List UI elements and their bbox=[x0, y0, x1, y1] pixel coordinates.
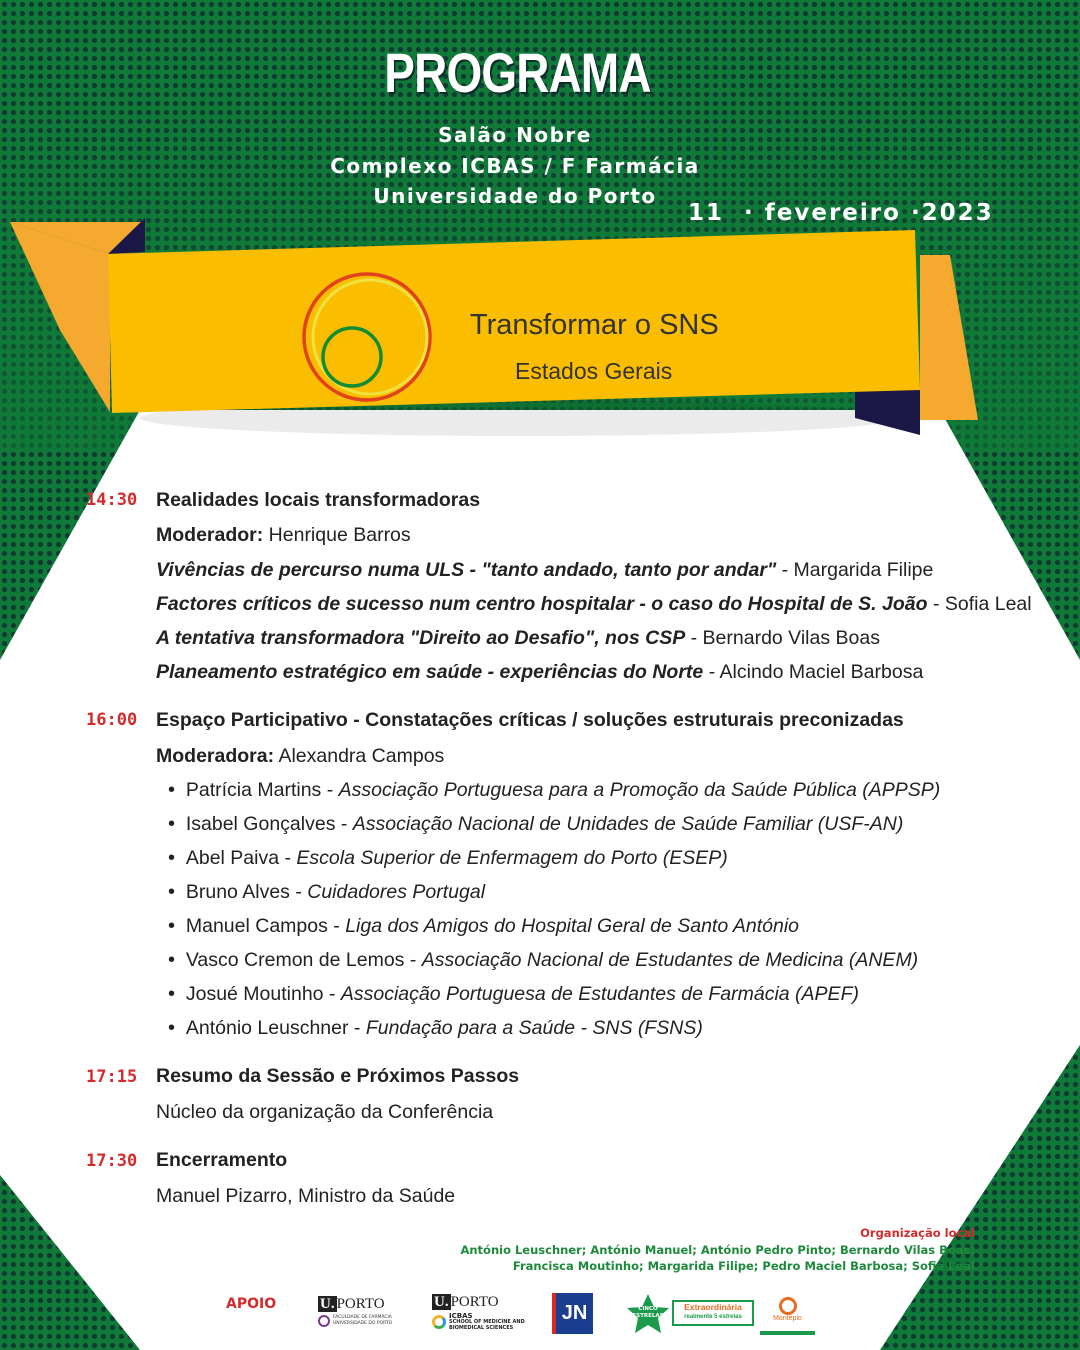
talk-speaker: - Sofia Leal bbox=[927, 593, 1032, 615]
participant-name: Josué Moutinho - bbox=[185, 983, 341, 1005]
session-title: Encerramento bbox=[156, 1149, 288, 1171]
list-item: • Isabel Gonçalves - Associação Nacional de Unidades de Saúde Familiar (USF-AN) bbox=[168, 813, 904, 835]
session-time: 16:00 bbox=[86, 710, 138, 730]
venue bbox=[0, 120, 1030, 212]
talk-title: Vivências de percurso numa ULS - "tanto andado, tanto por andar" bbox=[156, 559, 777, 581]
session-detail: Núcleo da organização da Conferência bbox=[156, 1101, 494, 1123]
list-item: • Josué Moutinho - Associação Portuguesa de Estudantes de Farmácia (APEF) bbox=[168, 983, 859, 1005]
venue-line: Universidade do Porto bbox=[373, 184, 657, 208]
list-item: • Abel Paiva - Escola Superior de Enfermagem do Porto (ESEP) bbox=[168, 847, 728, 869]
montepio-logo: Montepio bbox=[760, 1293, 815, 1335]
participant-org: Escola Superior de Enfermagem do Porto (ESEP) bbox=[296, 847, 728, 869]
banner-subtitle: Estados Gerais bbox=[515, 358, 673, 384]
moderator-label: Moderador: bbox=[156, 524, 264, 546]
icbas-icon bbox=[432, 1315, 446, 1329]
participant-name: Abel Paiva - bbox=[185, 847, 297, 869]
participant-org: Associação Nacional de Estudantes de Medicina (ANEM) bbox=[421, 949, 919, 971]
page-title: PROGRAMA bbox=[384, 41, 651, 104]
uporto-pharmacy-logo: U. PORTO FACULDADE DE FARMÁCIA UNIVERSIDADE DO PORTO bbox=[320, 1296, 393, 1326]
moderator-name: Henrique Barros bbox=[263, 524, 411, 546]
list-item: • Bruno Alves - Cuidadores Portugal bbox=[168, 881, 486, 903]
talk-title: A tentativa transformadora "Direito ao Desafio", nos CSP bbox=[156, 627, 686, 649]
participant-name: Bruno Alves - bbox=[185, 881, 308, 903]
list-item: • Patrícia Martins - Associação Portuguesa para a Promoção da Saúde Pública (APPSP) bbox=[168, 779, 941, 801]
participant-name: Patrícia Martins - bbox=[185, 779, 339, 801]
moderator-line bbox=[156, 745, 444, 768]
talk-speaker: - Margarida Filipe bbox=[776, 559, 934, 581]
moderator-name: Alexandra Campos bbox=[274, 745, 445, 767]
session-time: 17:30 bbox=[86, 1151, 138, 1171]
session-title: Realidades locais transformadoras bbox=[156, 489, 481, 511]
talk-item bbox=[156, 593, 1032, 616]
session-time: 14:30 bbox=[86, 490, 138, 510]
extraordinaria-badge: Extraordinária realmente 5 estrelas bbox=[672, 1300, 754, 1326]
talk-item bbox=[156, 661, 923, 684]
uporto-icbas-logo: U. PORTO ICBAS SCHOOL OF MEDICINE AND BIOMEDICAL SCIENCES bbox=[434, 1294, 525, 1331]
talk-title: Planeamento estratégico em saúde - experiências do Norte bbox=[156, 661, 704, 683]
participant-name: Manuel Campos - bbox=[185, 915, 346, 937]
banner-title: Transformar o SNS bbox=[470, 309, 719, 341]
participant-name: Isabel Gonçalves - bbox=[185, 813, 353, 835]
participant-name: António Leuschner - bbox=[185, 1017, 366, 1039]
event-date: 11 · fevereiro ·2023 bbox=[688, 200, 994, 226]
list-item: • Vasco Cremon de Lemos - Associação Nacional de Estudantes de Medicina (ANEM) bbox=[168, 949, 919, 971]
participant-org: Liga dos Amigos do Hospital Geral de Santo António bbox=[345, 915, 800, 937]
moderator-label: Moderadora: bbox=[156, 745, 275, 767]
talk-item bbox=[156, 559, 933, 582]
list-item: • Manuel Campos - Liga dos Amigos do Hospital Geral de Santo António bbox=[168, 915, 800, 937]
session-detail: Manuel Pizarro, Ministro da Saúde bbox=[156, 1185, 456, 1207]
jn-logo: JN bbox=[552, 1293, 593, 1334]
participant-org: Associação Portuguesa de Estudantes de Farmácia (APEF) bbox=[340, 983, 859, 1005]
venue-line: Salão Nobre bbox=[438, 123, 592, 147]
support-label: APOIO bbox=[226, 1296, 277, 1312]
talk-speaker: - Bernardo Vilas Boas bbox=[685, 627, 880, 649]
organization-title: Organização local bbox=[860, 1226, 975, 1240]
talk-speaker: - Alcindo Maciel Barbosa bbox=[703, 661, 924, 683]
session-title: Resumo da Sessão e Próximos Passos bbox=[156, 1065, 520, 1087]
talk-title: Factores críticos de sucesso num centro hospitalar - o caso do Hospital de S. João bbox=[156, 593, 928, 615]
organization-line: António Leuschner; António Manuel; António Pedro Pinto; Bernardo Vilas Boas; bbox=[460, 1243, 975, 1257]
pharmacy-icon bbox=[318, 1315, 330, 1327]
organization-names bbox=[375, 1242, 975, 1274]
list-item: • António Leuschner - Fundação para a Saúde - SNS (FSNS) bbox=[168, 1017, 703, 1039]
talk-item bbox=[156, 627, 880, 650]
participant-org: Associação Portuguesa para a Promoção da Saúde Pública (APPSP) bbox=[338, 779, 941, 801]
montepio-icon bbox=[779, 1297, 797, 1315]
participant-org: Associação Nacional de Unidades de Saúde Familiar (USF-AN) bbox=[352, 813, 904, 835]
participant-org: Fundação para a Saúde - SNS (FSNS) bbox=[365, 1017, 703, 1039]
session-time: 17:15 bbox=[86, 1067, 138, 1087]
participant-name: Vasco Cremon de Lemos - bbox=[185, 949, 422, 971]
venue-line: Complexo ICBAS / F Farmácia bbox=[330, 153, 700, 178]
participant-org: Cuidadores Portugal bbox=[307, 881, 486, 903]
session-title: Espaço Participativo - Constatações críticas / soluções estruturais preconizadas bbox=[156, 709, 904, 731]
moderator-line bbox=[156, 524, 411, 547]
organization-line: Francisca Moutinho; Margarida Filipe; Pedro Maciel Barbosa; Sofia Leal bbox=[512, 1259, 975, 1273]
cinco-estrelas-logo: CINCO ESTRELAS bbox=[624, 1293, 672, 1335]
